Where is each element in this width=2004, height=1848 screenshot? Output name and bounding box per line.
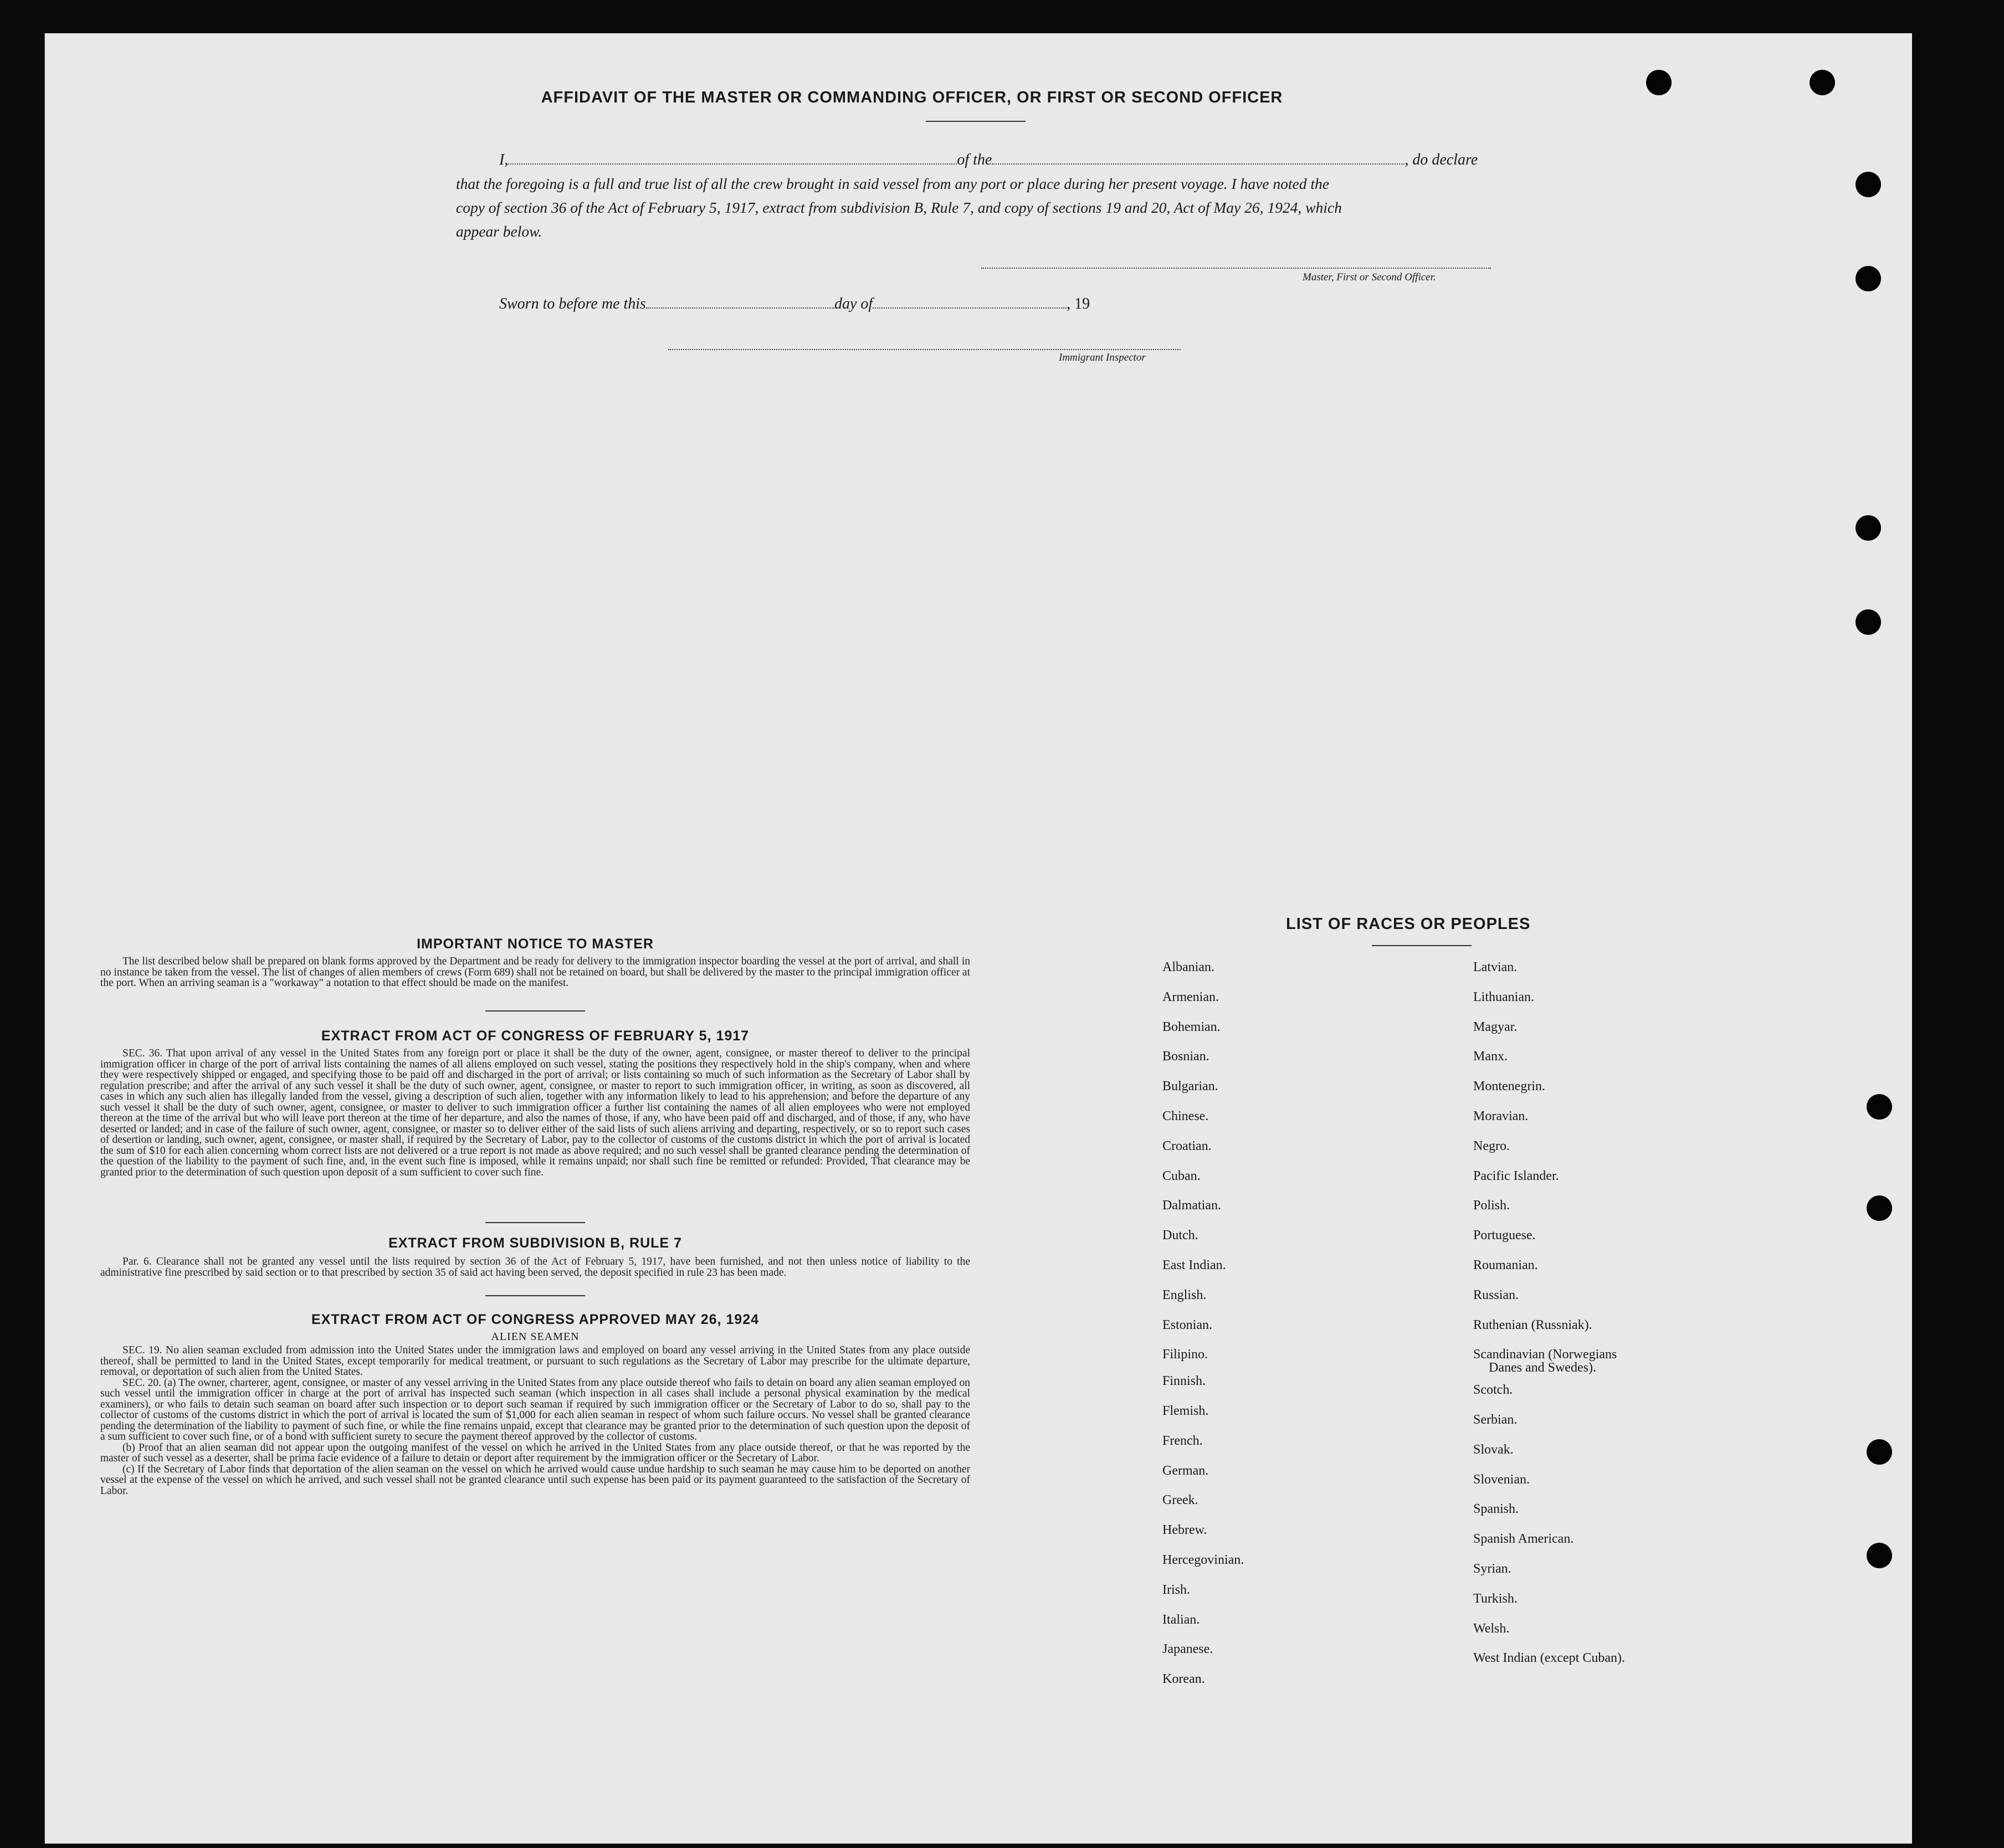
i-word: I, <box>499 151 509 168</box>
sec-36-paragraph: SEC. 36. That upon arrival of any vessel in the United States from any foreign port or place it shall be the duty of the owner, agent, consignee, or master thereof to deliver to the principal immigration officer in charge of the port of arrival lists containing the names of all aliens employed on such vessel, stating the positions they respectively hold in the ship's company, when and where they were respectively shipped or engaged, and specifying those to be paid off and discharged in the port of arrival; or lists containing so much of such information as the Secretary of Labor shall by regulation prescribe; and after the arrival of any such vessel it shall be the duty of such owner, agent, consignee, or master to report to such immigration officer, in writing, as soon as discovered, all cases in which any such alien has illegally landed from the vessel, giving a description of such alien, together with any information likely to lead to his apprehension; and before the departure of any such vessel it shall be the duty of such owner, agent, consignee, or master to deliver to such immigration officer a further list containing the names of all alien employees who were not employed thereon at the time of the arrival but who will leave port thereon at the time of her departure, and also the names of those, if any, who have been paid off and discharged, and of those, if any, who have deserted or landed; and in case of the failure of such owner, agent, consignee, or master so to deliver either of the said lists of such aliens arriving and departing, respectively, or so to report such cases of desertion or landing, such owner, agent, consignee, or master shall, if required by the Secretary of Labor, pay to the collector of customs of the customs district in which the port of arrival is located the sum of $10 for each alien concerning whom correct lists are not delivered or a true report is not made as above required; and no such vessel shall be granted clearance pending the determination of the question of the liability to the payment of such fine, and, in the event such fine is imposed, while it remains unpaid; nor shall such fine be remitted or refunded: Provided, That clearance may be granted prior to the determination of such question upon deposit of a sum sufficient to cover such fine. <box>100 1048 970 1178</box>
race-item: Scandinavian (Norwegians <box>1473 1347 1617 1362</box>
race-item: Italian. <box>1162 1613 1200 1627</box>
race-item: West Indian (except Cuban). <box>1473 1651 1625 1665</box>
race-item: Cuban. <box>1162 1169 1201 1183</box>
race-item: English. <box>1162 1288 1207 1302</box>
race-item: Scotch. <box>1473 1383 1513 1397</box>
sec-20b-paragraph: (b) Proof that an alien seaman did not appear upon the outgoing manifest of the vessel on which he arrived in the United States from any place outside thereof, or that he was reported by the master of such vessel as a deserter, shall be prima facie evidence of a failure to detain or deport after requirement by the immigration officer or the Secretary of Labor. <box>100 1441 970 1464</box>
extract-1917-text <box>100 1048 970 1178</box>
rule-7-text <box>100 1256 970 1278</box>
race-item: Bulgarian. <box>1162 1079 1218 1094</box>
divider <box>926 121 1026 122</box>
affidavit-title: AFFIDAVIT OF THE MASTER OR COMMANDING OFFICER, OR FIRST OR SECOND OFFICER <box>541 89 1283 106</box>
punch-hole <box>1867 1094 1892 1120</box>
sec-20a-paragraph: SEC. 20. (a) The owner, charterer, agent, consignee, or master of any vessel arriving in the United States from any place outside thereof who fails to detain on board any alien seaman employed on such vessel until the immigration officer in charge at the port of arrival has inspected such seaman (which inspection in all cases shall include a personal physical examination by the medical examiners), or who fails to detain such seaman on board after such inspection or to deport such seaman if required by such immigration officer or the Secretary of Labor to do so, shall pay to the collector of customs of the customs district in which the port of arrival is located the sum of $1,000 for each alien seaman in respect of whom such failure occurs. No vessel shall be granted clearance pending the determination of the liability to payment of such fine, or while the fine remains unpaid, except that clearance may be granted prior to the determination of such question upon the deposit of a sum sufficient to cover such fine, or of a bond with sufficient surety to secure the payment thereof approved by the collector of customs. <box>100 1377 970 1443</box>
races-title: LIST OF RACES OR PEOPLES <box>1286 915 1531 933</box>
inspector-caption: Immigrant Inspector <box>1059 352 1146 363</box>
race-item: Latvian. <box>1473 960 1518 974</box>
races-left-column <box>1162 960 1439 1736</box>
race-item: Spanish. <box>1473 1502 1519 1516</box>
punch-hole <box>1856 266 1881 291</box>
race-item: Estonian. <box>1162 1318 1212 1332</box>
race-item: Polish. <box>1473 1198 1510 1213</box>
race-item: Filipino. <box>1162 1347 1208 1362</box>
race-item: Danes and Swedes). <box>1489 1361 1596 1375</box>
race-item: Flemish. <box>1162 1404 1209 1418</box>
sworn-day-blank[interactable] <box>646 303 834 309</box>
punch-hole <box>1867 1195 1892 1221</box>
affidavit-line-2: that the foregoing is a full and true list of all the crew brought in said vessel from any port or place during her present voyage. I have noted the <box>456 175 1329 192</box>
race-item: Turkish. <box>1473 1592 1518 1606</box>
inspector-signature-line[interactable] <box>668 349 1181 350</box>
extract-1924-text <box>100 1345 970 1496</box>
race-item: Pacific Islander. <box>1473 1169 1559 1183</box>
legal-column <box>100 936 970 1723</box>
race-item: Magyar. <box>1473 1020 1518 1034</box>
divider <box>1372 945 1472 946</box>
divider <box>485 1010 585 1012</box>
race-item: Spanish American. <box>1473 1532 1574 1546</box>
affidavit-line-1 <box>499 151 1478 169</box>
divider <box>485 1295 585 1296</box>
sworn-month-blank[interactable] <box>873 303 1067 309</box>
year-label: , 19 <box>1067 295 1090 312</box>
vessel-blank[interactable] <box>992 159 1405 165</box>
race-item: Ruthenian (Russniak). <box>1473 1318 1592 1332</box>
sec-20c-paragraph: (c) If the Secretary of Labor finds that deportation of the alien seaman on the vessel on which he arrived would cause undue hardship to such seaman he may cause him to be deported on another vessel at the expense of the vessel on which he arrived, and such vessel shall not be granted clearance until such expense has been paid or its payment guaranteed to the satisfaction of the Secretary of Labor. <box>100 1463 970 1497</box>
sworn-line <box>499 295 1090 313</box>
race-item: Serbian. <box>1473 1413 1518 1427</box>
extract-1924-title: EXTRACT FROM ACT OF CONGRESS APPROVED MAY 26, 1924 <box>311 1312 760 1327</box>
do-declare: , do declare <box>1405 151 1478 168</box>
race-item: Slovak. <box>1473 1443 1514 1457</box>
race-item: Welsh. <box>1473 1621 1510 1636</box>
race-item: Manx. <box>1473 1049 1508 1064</box>
of-the: of the <box>957 151 992 168</box>
race-item: Croatian. <box>1162 1139 1212 1153</box>
race-item: Russian. <box>1473 1288 1519 1302</box>
day-of-label: day of <box>834 295 873 312</box>
race-item: Syrian. <box>1473 1562 1511 1576</box>
race-item: Dutch. <box>1162 1228 1198 1243</box>
punch-hole <box>1867 1439 1892 1465</box>
document-page <box>44 33 1912 1844</box>
race-item: Slovenian. <box>1473 1472 1530 1487</box>
master-signature-line[interactable] <box>981 268 1491 269</box>
affidavit-line-4: appear below. <box>456 223 542 240</box>
race-item: Bosnian. <box>1162 1049 1209 1064</box>
race-item: Korean. <box>1162 1672 1205 1686</box>
name-blank[interactable] <box>508 159 957 165</box>
race-item: Hebrew. <box>1162 1523 1207 1537</box>
divider <box>485 1222 585 1223</box>
race-item: East Indian. <box>1162 1258 1226 1272</box>
race-item: Lithuanian. <box>1473 990 1534 1004</box>
race-item: Negro. <box>1473 1139 1510 1153</box>
race-item: Albanian. <box>1162 960 1214 974</box>
race-item: Moravian. <box>1473 1109 1529 1123</box>
extract-1917-title: EXTRACT FROM ACT OF CONGRESS OF FEBRUARY 5, 1917 <box>321 1028 750 1044</box>
race-item: Armenian. <box>1162 990 1219 1004</box>
sec-19-paragraph: SEC. 19. No alien seaman excluded from admission into the United States under the immigration laws and employed on board any vessel arriving in the United States from any place outside thereof, shall be permitted to land in the United States, except temporarily for medical treatment, or pursuant to such regulations as the Secretary of Labor may prescribe for the ultimate departure, removal, or deportation of such alien from the United States. <box>100 1344 970 1378</box>
race-item: Chinese. <box>1162 1109 1209 1123</box>
sworn-label: Sworn to before me this <box>499 295 646 312</box>
notice-title: IMPORTANT NOTICE TO MASTER <box>417 936 654 952</box>
alien-seamen-subtitle: ALIEN SEAMEN <box>491 1331 580 1343</box>
race-item: French. <box>1162 1434 1203 1448</box>
notice-text <box>100 956 970 989</box>
punch-hole <box>1867 1543 1892 1568</box>
race-item: Irish. <box>1162 1583 1190 1597</box>
punch-hole <box>1856 172 1881 197</box>
par-6-paragraph: Par. 6. Clearance shall not be granted any vessel until the lists required by section 36 of the Act of February 5, 1917, have been furnished, and not then unless notice of liability to the administrative fine prescribed by said section or to that prescribed by section 35 of said act having been served, the deposit specified in rule 23 has been made. <box>100 1256 970 1279</box>
punch-hole <box>1856 609 1881 635</box>
notice-paragraph: The list described below shall be prepared on blank forms approved by the Department and be ready for delivery to the immigration inspector boarding the vessel at the port of arrival, and shall in no instance be taken from the vessel. The list of changes of alien members of crews (Form 689) shall not be retained on board, but shall be delivered by the master to the principal immigration officer at the port. When an arriving seaman is a "workaway" a notation to that effect should be made on the manifest. <box>100 956 970 989</box>
race-item: Greek. <box>1162 1493 1198 1507</box>
race-item: Portuguese. <box>1473 1228 1536 1243</box>
race-item: German. <box>1162 1464 1209 1478</box>
race-item: Montenegrin. <box>1473 1079 1545 1094</box>
race-item: Finnish. <box>1162 1374 1206 1388</box>
rule-7-title: EXTRACT FROM SUBDIVISION B, RULE 7 <box>388 1235 682 1251</box>
race-item: Japanese. <box>1162 1642 1213 1656</box>
punch-hole <box>1856 515 1881 541</box>
master-caption: Master, First or Second Officer. <box>1303 271 1436 283</box>
race-item: Bohemian. <box>1162 1020 1221 1034</box>
affidavit-line-3: copy of section 36 of the Act of February 5, 1917, extract from subdivision B, Rule 7, and copy of sections 19 and 20, Act of May 26, 1924, which <box>456 199 1342 216</box>
race-item: Hercegovinian. <box>1162 1553 1244 1567</box>
race-item: Dalmatian. <box>1162 1198 1221 1213</box>
races-right-column <box>1473 960 1739 1736</box>
race-item: Roumanian. <box>1473 1258 1538 1272</box>
